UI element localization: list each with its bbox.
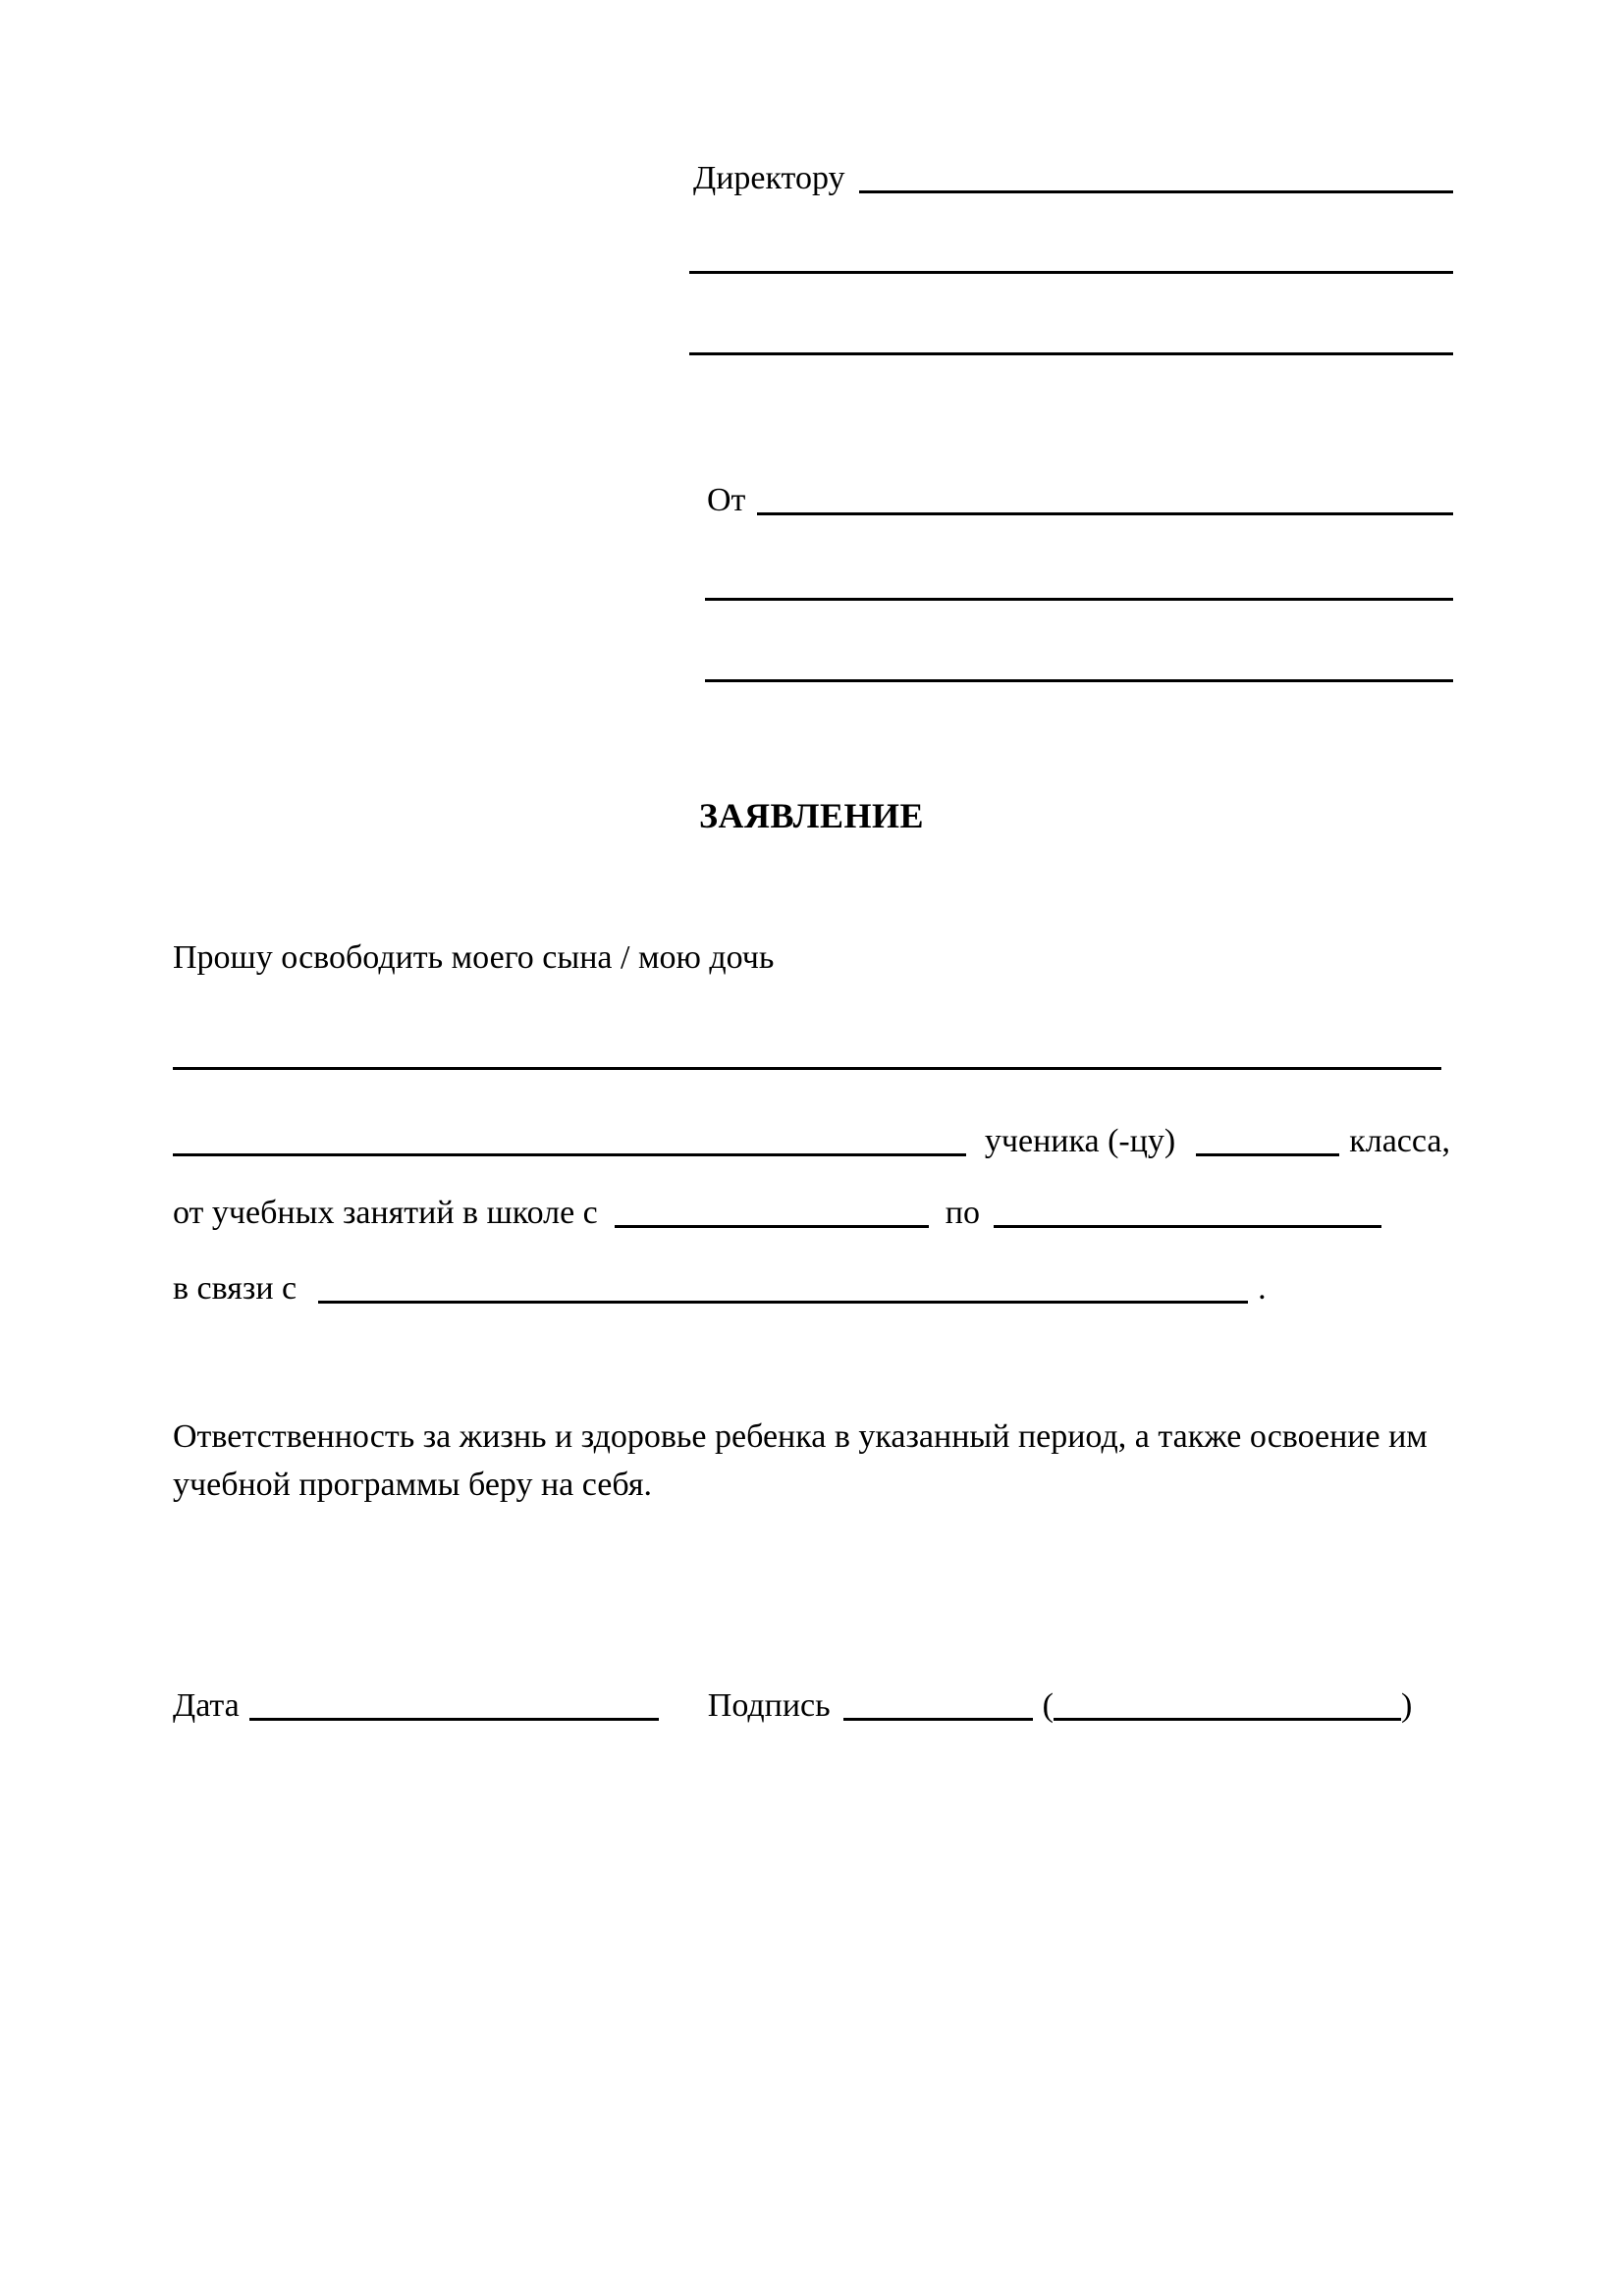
sender-name-blank-2 xyxy=(705,598,1453,601)
po-label: по xyxy=(945,1195,980,1231)
signature-blank xyxy=(843,1718,1033,1721)
director-name-blank-1 xyxy=(859,190,1453,193)
reason-row xyxy=(173,1270,1450,1308)
pupil-label: ученика (-цу) xyxy=(984,1123,1176,1159)
request-row xyxy=(173,939,1450,977)
paren-close: ) xyxy=(1400,1687,1413,1724)
from-label: От xyxy=(707,482,746,518)
director-label: Директору xyxy=(693,160,845,196)
signature-row xyxy=(173,1687,1450,1725)
child-name-blank-1 xyxy=(173,1067,1441,1070)
paren-open: ( xyxy=(1042,1687,1054,1724)
date-blank xyxy=(249,1718,659,1721)
reason-prefix: в связи с xyxy=(173,1270,298,1307)
sender-name-blank-1 xyxy=(757,512,1453,515)
school-line-prefix: от учебных занятий в школе с xyxy=(173,1195,598,1231)
sender-name-blank-3 xyxy=(705,679,1453,682)
request-text: Прошу освободить моего сына / мою дочь xyxy=(173,939,775,976)
dates-row xyxy=(173,1195,1450,1232)
director-name-blank-2 xyxy=(689,271,1453,274)
date-from-blank xyxy=(615,1225,929,1228)
date-label: Дата xyxy=(173,1687,240,1724)
director-name-blank-3 xyxy=(689,352,1453,355)
child-name-blank-2 xyxy=(173,1153,966,1156)
class-label: класса, xyxy=(1349,1123,1450,1159)
class-number-blank xyxy=(1196,1153,1339,1156)
date-to-blank xyxy=(994,1225,1381,1228)
sender-row xyxy=(707,482,1453,519)
signature-label: Подпись xyxy=(707,1687,831,1724)
reason-period: . xyxy=(1258,1270,1267,1307)
page-title: ЗАЯВЛЕНИЕ xyxy=(699,796,924,835)
recipient-row xyxy=(693,160,1453,197)
pupil-class-row xyxy=(173,1123,1450,1160)
responsibility-paragraph: Ответственность за жизнь и здоровье ребенка в указанный период, а также освоение им учебной программы беру на себя. xyxy=(173,1418,1428,1504)
reason-blank xyxy=(318,1301,1248,1304)
signature-name-blank xyxy=(1054,1718,1401,1721)
